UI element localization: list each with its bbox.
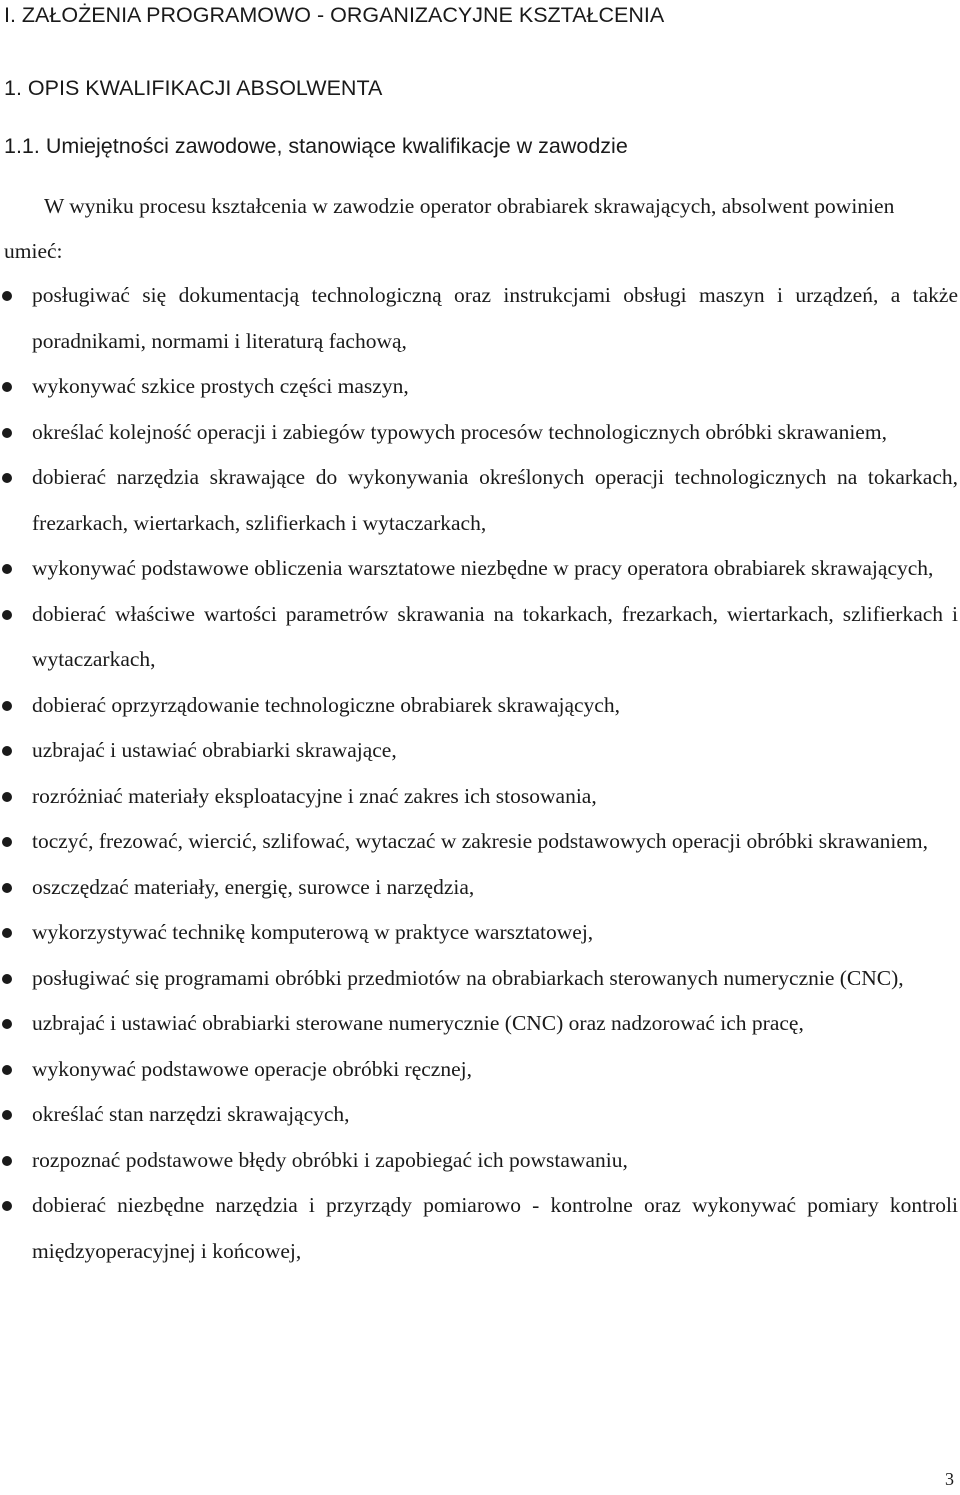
list-item	[0, 1138, 958, 1184]
list-item-text: posługiwać się programami obróbki przedmiotów na obrabiarkach sterowanych numerycznie (CNC),	[32, 965, 904, 990]
list-item-text: oszczędzać materiały, energię, surowce i narzędzia,	[32, 874, 475, 899]
bullet-icon	[2, 883, 12, 893]
page-number: 3	[945, 1469, 954, 1489]
bullet-icon	[2, 610, 12, 620]
bullet-icon	[2, 701, 12, 711]
list-item	[0, 1047, 958, 1093]
list-item	[0, 364, 958, 410]
bullet-icon	[2, 291, 12, 301]
bullet-icon	[2, 792, 12, 802]
list-item	[0, 819, 958, 865]
bullet-icon	[2, 1156, 12, 1166]
list-item-text: dobierać niezbędne narzędzia i przyrządy pomiarowo - kontrolne oraz wykonywać pomiary kontroli międzyoperacyjnej i końcowej,	[32, 1193, 958, 1263]
list-item-text: dobierać właściwe wartości parametrów skrawania na tokarkach, frezarkach, wiertarkach, szlifierkach i wytaczarkach,	[32, 601, 958, 671]
list-item-text: rozróżniać materiały eksploatacyjne i znać zakres ich stosowania,	[32, 783, 597, 808]
list-item	[0, 410, 958, 456]
list-item-text: wykonywać podstawowe obliczenia warsztatowe niezbędne w pracy operatora obrabiarek skrawających,	[32, 556, 934, 580]
list-item	[0, 1092, 958, 1138]
intro-paragraph: W wyniku procesu kształcenia w zawodzie operator obrabiarek skrawających, absolwent powinien umieć:	[4, 194, 895, 263]
bullet-icon	[2, 428, 12, 438]
subsection-heading: 1. OPIS KWALIFIKACJI ABSOLWENTA	[4, 76, 383, 100]
list-item-text: dobierać oprzyrządowanie technologiczne obrabiarek skrawających,	[32, 692, 620, 717]
list-item-text: określać kolejność operacji i zabiegów typowych procesów technologicznych obróbki skrawaniem,	[32, 419, 887, 444]
list-item-text: rozpoznać podstawowe błędy obróbki i zapobiegać ich powstawaniu,	[32, 1147, 628, 1172]
bullet-icon	[2, 928, 12, 938]
list-item-text: wykorzystywać technikę komputerową w praktyce warsztatowej,	[32, 920, 594, 944]
list-item-text: dobierać narzędzia skrawające do wykonywania określonych operacji technologicznych na tokarkach, frezarkach, wiertarkach, szlifierkach i wytaczarkach,	[32, 465, 958, 535]
bullet-icon	[2, 837, 12, 847]
list-item-text: określać stan narzędzi skrawających,	[32, 1102, 350, 1126]
skills-list	[0, 273, 960, 1274]
list-item	[0, 865, 958, 911]
subsubsection-heading: 1.1. Umiejętności zawodowe, stanowiące kwalifikacje w zawodzie	[4, 134, 628, 158]
bullet-icon	[2, 473, 12, 483]
bullet-icon	[2, 1019, 12, 1029]
list-item	[0, 774, 958, 820]
list-item	[0, 1001, 958, 1047]
bullet-icon	[2, 564, 12, 574]
list-item	[0, 273, 958, 364]
bullet-icon	[2, 974, 12, 984]
list-item-text: wykonywać szkice prostych części maszyn,	[32, 374, 409, 398]
list-item	[0, 910, 958, 956]
section-heading: I. ZAŁOŻENIA PROGRAMOWO - ORGANIZACYJNE KSZTAŁCENIA	[4, 3, 665, 27]
list-item	[0, 728, 958, 774]
list-item-text: uzbrajać i ustawiać obrabiarki sterowane numerycznie (CNC) oraz nadzorować ich pracę,	[32, 1011, 804, 1035]
list-item	[0, 683, 958, 729]
list-item	[0, 546, 958, 592]
list-item	[0, 956, 958, 1002]
list-item-text: wykonywać podstawowe operacje obróbki ręcznej,	[32, 1056, 472, 1081]
list-item	[0, 1183, 958, 1274]
list-item	[0, 455, 958, 546]
list-item-text: posługiwać się dokumentacją technologiczną oraz instrukcjami obsługi maszyn i urządzeń, a także poradnikami, normami i literaturą fachową,	[32, 283, 958, 353]
bullet-icon	[2, 1110, 12, 1120]
list-item-text: uzbrajać i ustawiać obrabiarki skrawające,	[32, 738, 397, 762]
bullet-icon	[2, 382, 12, 392]
bullet-icon	[2, 746, 12, 756]
list-item	[0, 592, 958, 683]
bullet-icon	[2, 1201, 12, 1211]
list-item-text: toczyć, frezować, wiercić, szlifować, wytaczać w zakresie podstawowych operacji obróbki skrawaniem,	[32, 829, 929, 853]
bullet-icon	[2, 1065, 12, 1075]
